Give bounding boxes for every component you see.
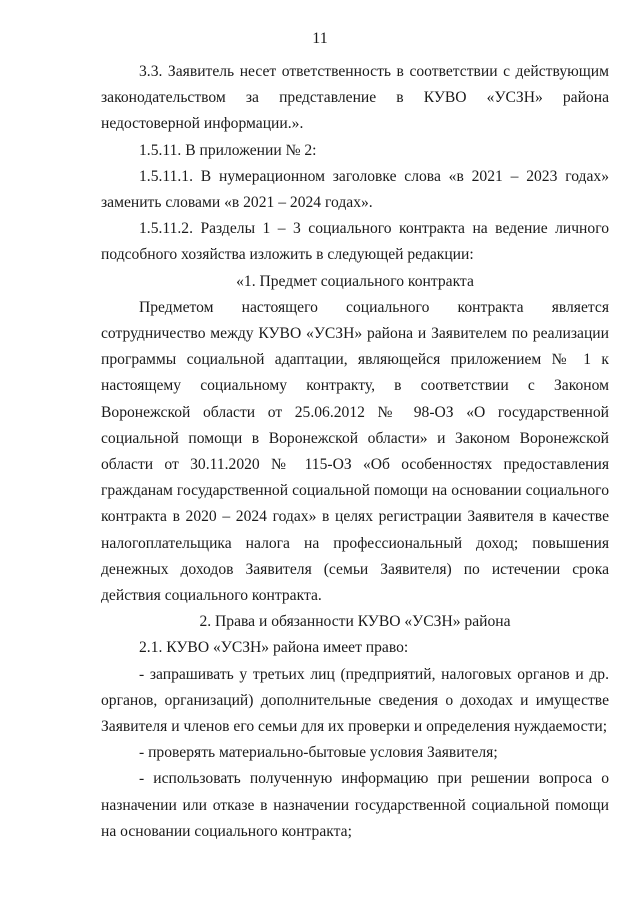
list-item-check-conditions: - проверять материально-бытовые условия Заявителя; <box>139 744 498 762</box>
paragraph-3-3: 3.3. Заявитель несет ответственность в соответствии с действующим законодательством за представление в КУВО «УСЗН» района недостоверной информации.». <box>101 63 609 133</box>
list-item-use-info: - использовать полученную информацию при решении вопроса о назначении или отказе в назначении государственной социальной помощи на основании социального контракта; <box>101 770 609 840</box>
page-number: 11 <box>312 30 328 47</box>
paragraph-1-5-11-1: 1.5.11.1. В нумерационном заголовке слова «в 2021 – 2023 годах» заменить словами «в 2021 – 2024 годах». <box>101 167 609 212</box>
paragraph-contract-subject: Предметом настоящего социального контракта является сотрудничество между КУВО «УСЗН» района и Заявителем по реализации программы социальной адаптации, являющейся приложением № 1 к настоящему социальному контракту, в соответствии с Законом Воронежской области от 25.06.2012 № 98-ОЗ «О государственной социальной помощи в Воронежской области» и Законом Воронежской области от 30.11.2020 № 115-ОЗ «Об особенностях предоставления гражданам государственной социальной помощи на основании социального контракта в 2020 – 2024 годах» в целях регистрации Заявителя в качестве налогоплательщика налога на профессиональный доход; повышения денежных доходов Заявителя (семьи Заявителя) по истечении срока действия социального контракта. <box>101 298 609 605</box>
document-body <box>101 59 609 845</box>
paragraph-1-5-11-2: 1.5.11.2. Разделы 1 – 3 социального контракта на ведение личного подсобного хозяйства изложить в следующей редакции: <box>101 220 609 264</box>
section-heading-1: «1. Предмет социального контракта <box>236 272 474 290</box>
paragraph-2-1: 2.1. КУВО «УСЗН» района имеет право: <box>139 639 409 657</box>
section-heading-2: 2. Права и обязанности КУВО «УСЗН» района <box>199 613 511 631</box>
list-item-request-info: - запрашивать у третьих лиц (предприятий, налоговых органов и др. органов, организаций) дополнительные сведения о доходах и имуществе Заявителя и членов его семьи для их проверки и определения нуждаемости; <box>101 665 609 736</box>
paragraph-1-5-11: 1.5.11. В приложении № 2: <box>139 141 317 159</box>
